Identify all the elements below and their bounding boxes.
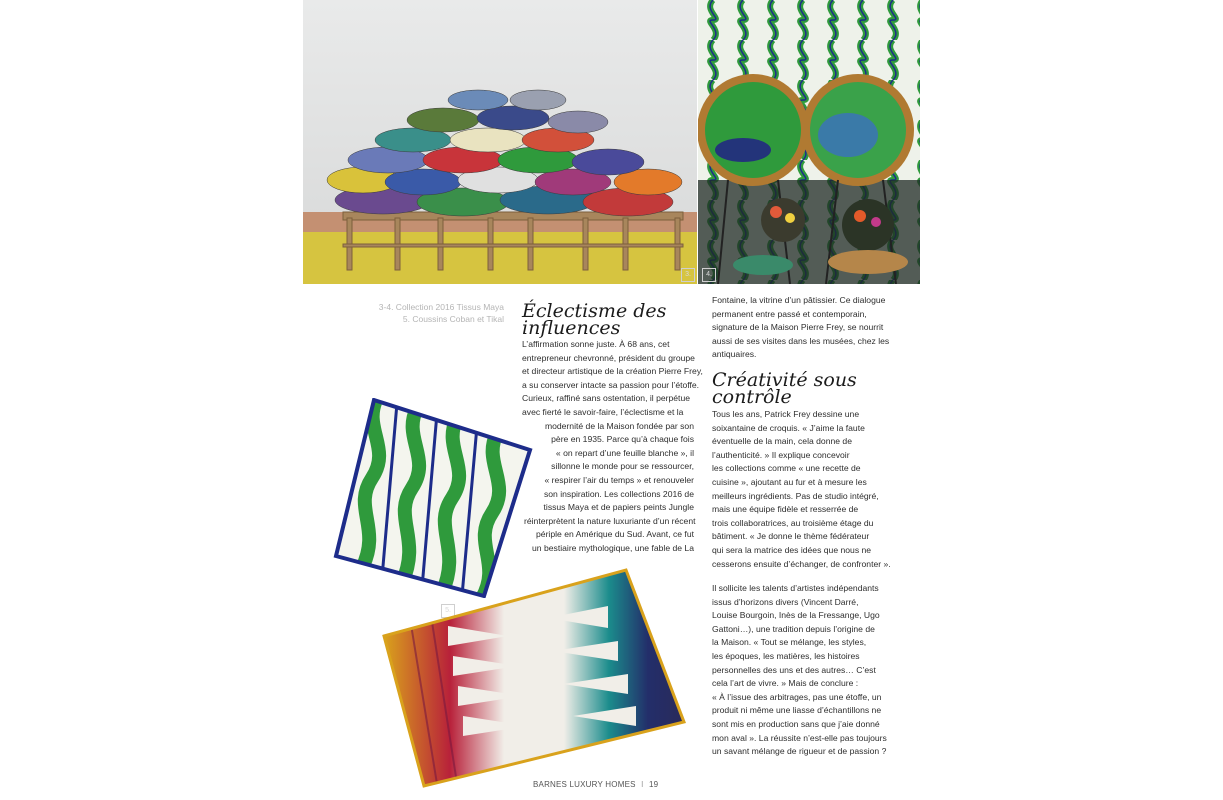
text-line: meilleurs ingrédients. Pas de studio intégré, xyxy=(712,490,879,501)
text-line: entrepreneur chevronné, président du groupe xyxy=(522,352,695,363)
figure-5-label: 5. xyxy=(441,604,455,618)
heading-line: contrôle xyxy=(712,386,792,408)
text-line: Fontaine, la vitrine d’un pâtissier. Ce dialogue xyxy=(712,295,886,305)
text-line: la Maison. « Tout se mélange, les styles, xyxy=(712,637,867,648)
text-line: éventuelle de la main, cela donne de xyxy=(712,436,852,447)
text-line: les époques, les matières, les histoires xyxy=(712,650,860,661)
text-line: permanent entre passé et contemporain, xyxy=(712,308,867,319)
article-body-column-2-bottom xyxy=(712,582,902,759)
text-line: cuisine », ajoutant au fur et à mesure les xyxy=(712,476,867,487)
text-line: signature de la Maison Pierre Frey, se nourrit xyxy=(712,322,884,333)
text-line: Curieux, raffiné sans ostentation, il perpétue xyxy=(522,393,690,404)
section-heading-eclectisme xyxy=(522,300,702,339)
text-line: Louise Bourgoin, Inès de la Fressange, Ugo xyxy=(712,610,880,621)
text-line: périple en Amérique du Sud. Avant, ce fut xyxy=(536,529,694,540)
article-body-column-2-mid xyxy=(712,408,902,571)
text-line: cesserons ensuite d’échanger, de confronter ». xyxy=(712,558,891,569)
heading-line: Créativité sous xyxy=(712,369,857,391)
text-line: modernité de la Maison fondée par son xyxy=(544,420,694,431)
text-line: sont mis en production sans que j’aie donné xyxy=(712,718,880,729)
figure-3-label: 3. xyxy=(681,268,695,282)
text-line: tissus Maya et de papiers peints Jungle xyxy=(543,502,694,513)
text-line: réinterprètent la nature luxuriante d’un récent xyxy=(524,515,696,526)
text-line: mais une équipe fidèle et resserrée de xyxy=(712,504,859,515)
photo-captions xyxy=(370,301,504,325)
text-line: « À l’issue des arbitrages, pas une étoffe, un xyxy=(712,691,882,702)
caption-line-2: 5. Coussins Coban et Tikal xyxy=(402,314,504,324)
text-line: sillonne le monde pour se ressourcer, xyxy=(551,461,694,472)
text-line: un savant mélange de rigueur et de passion ? xyxy=(712,746,887,757)
figure-4-label: 4. xyxy=(702,268,716,282)
text-line: père en 1935. Parce qu’à chaque fois xyxy=(551,434,694,445)
text-line: « on repart d’une feuille blanche », il xyxy=(555,447,694,458)
text-line: produit ni même une liasse d’échantillons ne xyxy=(712,705,882,716)
footer-separator: I xyxy=(641,780,644,789)
text-line: Tous les ans, Patrick Frey dessine une xyxy=(712,409,860,419)
text-line: un bestiaire mythologique, une fable de La xyxy=(532,542,694,553)
text-line: avec fierté le savoir-faire, l’éclectisme et la xyxy=(522,406,684,417)
text-line: aussi de ses visites dans les musées, chez les xyxy=(712,335,890,346)
text-line: Il sollicite les talents d’artistes indépendants xyxy=(712,583,879,593)
photo-cushion-pile xyxy=(303,0,697,284)
text-line: cela l’art de vivre. » Mais de conclure : xyxy=(712,678,859,689)
article-body-column-1 xyxy=(522,338,703,556)
text-line: personnelles des uns et des autres… C’est xyxy=(712,664,876,675)
text-line: antiquaires. xyxy=(712,349,757,360)
text-line: « respirer l’air du temps » et renouveler xyxy=(544,474,694,485)
heading-line: influences xyxy=(522,317,621,339)
text-line: L’affirmation sonne juste. À 68 ans, cet xyxy=(522,339,670,349)
text-line: qui sera la matrice des idées que nous ne xyxy=(712,544,872,555)
section-heading-creativite xyxy=(712,369,902,408)
text-line: son inspiration. Les collections 2016 de xyxy=(543,488,694,499)
section-creativite xyxy=(712,369,902,408)
text-line: et directeur artistique de la création Pierre Frey, xyxy=(522,366,703,377)
section-eclectisme xyxy=(522,300,702,339)
article-body-column-2-top xyxy=(712,294,902,362)
page-footer xyxy=(533,780,658,789)
cushion-long-tikal xyxy=(378,566,688,790)
text-line: mon aval ». La réussite n’est-elle pas toujours xyxy=(712,732,887,743)
text-line: soixantaine de croquis. « J’aime la faute xyxy=(712,422,865,433)
caption-line-1: 3-4. Collection 2016 Tissus Maya xyxy=(378,302,504,312)
publication-name: BARNES LUXURY HOMES xyxy=(533,780,636,789)
text-line: l’authenticité. » Il explique concevoir xyxy=(712,449,850,460)
text-line: issus d’horizons divers (Vincent Darré, xyxy=(712,596,859,607)
text-line: a su conserver intacte sa passion pour l’étoffe. xyxy=(522,379,700,390)
text-line: les collections comme « une recette de xyxy=(712,463,861,474)
text-line: bâtiment. « Je donne le thème fédérateur xyxy=(712,531,870,542)
text-line: trois collaboratrices, au troisième étage du xyxy=(712,517,874,528)
heading-line: Éclectisme des xyxy=(522,300,667,322)
photo-wicker-chairs xyxy=(698,0,920,284)
page-number: 19 xyxy=(648,780,659,789)
text-line: Gattoni…), une tradition depuis l’origine de xyxy=(712,623,875,634)
